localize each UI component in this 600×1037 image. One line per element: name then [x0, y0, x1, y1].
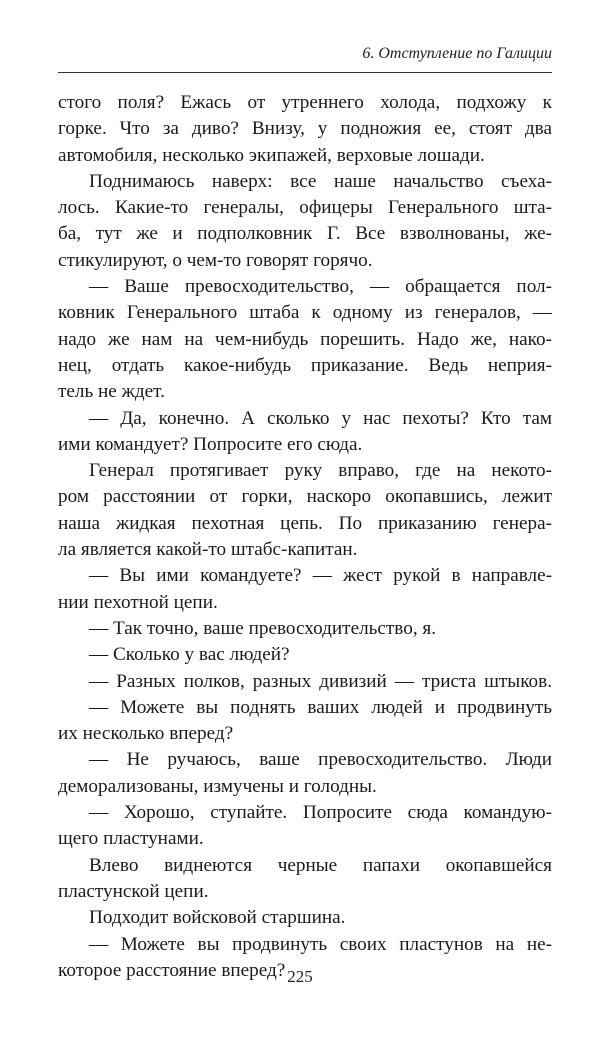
text-line: ла является какой-то штабс-капитан.: [58, 539, 358, 561]
text-line: их несколько вперед?: [58, 723, 234, 745]
text-line: горке. Что за диво? Внизу, у подножия ее, стоят два: [58, 118, 552, 140]
text-line: деморализованы, измучены и голодны.: [58, 775, 377, 797]
body-text: [58, 90, 552, 984]
text-line: которое расстояние вперед?: [58, 959, 286, 981]
text-line: ром расстоянии от горки, наскоро окопавшись, лежит: [58, 486, 552, 508]
text-line: Влево виднеются черные папахи окопавшейся: [89, 854, 552, 876]
text-line: щего пластунами.: [58, 828, 204, 850]
text-line: лось. Какие-то генералы, офицеры Генерального шта-: [58, 197, 552, 219]
text-line: — Сколько у вас людей?: [89, 644, 290, 666]
text-line: Подходит войсковой старшина.: [89, 907, 346, 929]
text-line: Генерал протягивает руку вправо, где на некото-: [89, 460, 552, 482]
text-line: ба, тут же и подполковник Г. Все взволнованы, же-: [58, 223, 552, 245]
text-line: — Разных полков, разных дивизий — триста штыков.: [89, 670, 552, 692]
text-line: ими командует? Попросите его сюда.: [58, 433, 363, 455]
text-line: пластунской цепи.: [58, 880, 209, 902]
text-line: — Можете вы поднять ваших людей и продвинуть: [89, 696, 552, 718]
text-line: нии пехотной цепи.: [58, 591, 218, 613]
text-line: наша жидкая пехотная цепь. По приказанию генера-: [58, 512, 552, 534]
running-header: 6. Отступление по Галиции: [362, 45, 552, 62]
text-line: ковник Генерального штаба к одному из генералов, —: [58, 302, 552, 324]
text-line: нец, отдать какое-нибудь приказание. Ведь неприя-: [58, 354, 552, 376]
page-number: 225: [287, 967, 313, 986]
text-line: — Да, конечно. А сколько у нас пехоты? Кто там: [89, 407, 552, 429]
text-line: надо же нам на чем-нибудь порешить. Надо же, нако-: [58, 328, 552, 350]
text-line: — Вы ими командуете? — жест рукой в направле-: [89, 565, 552, 587]
text-line: — Можете вы продвинуть своих пластунов на не-: [89, 933, 552, 955]
text-line: Поднимаюсь наверх: все наше начальство съеха-: [89, 170, 552, 192]
text-line: автомобиля, несколько экипажей, верховые лошади.: [58, 144, 485, 166]
text-line: тель не ждет.: [58, 381, 165, 403]
header-divider: [58, 72, 552, 73]
text-line: — Так точно, ваше превосходительство, я.: [89, 617, 437, 639]
text-line: — Ваше превосходительство, — обращается пол-: [89, 276, 552, 298]
text-line: — Хорошо, ступайте. Попросите сюда командую-: [89, 802, 552, 824]
text-line: стого поля? Ежась от утреннего холода, подхожу к: [58, 92, 552, 113]
text-line: — Не ручаюсь, ваше превосходительство. Люди: [89, 749, 552, 771]
text-line: стикулируют, о чем-то говорят горячо.: [58, 249, 373, 271]
